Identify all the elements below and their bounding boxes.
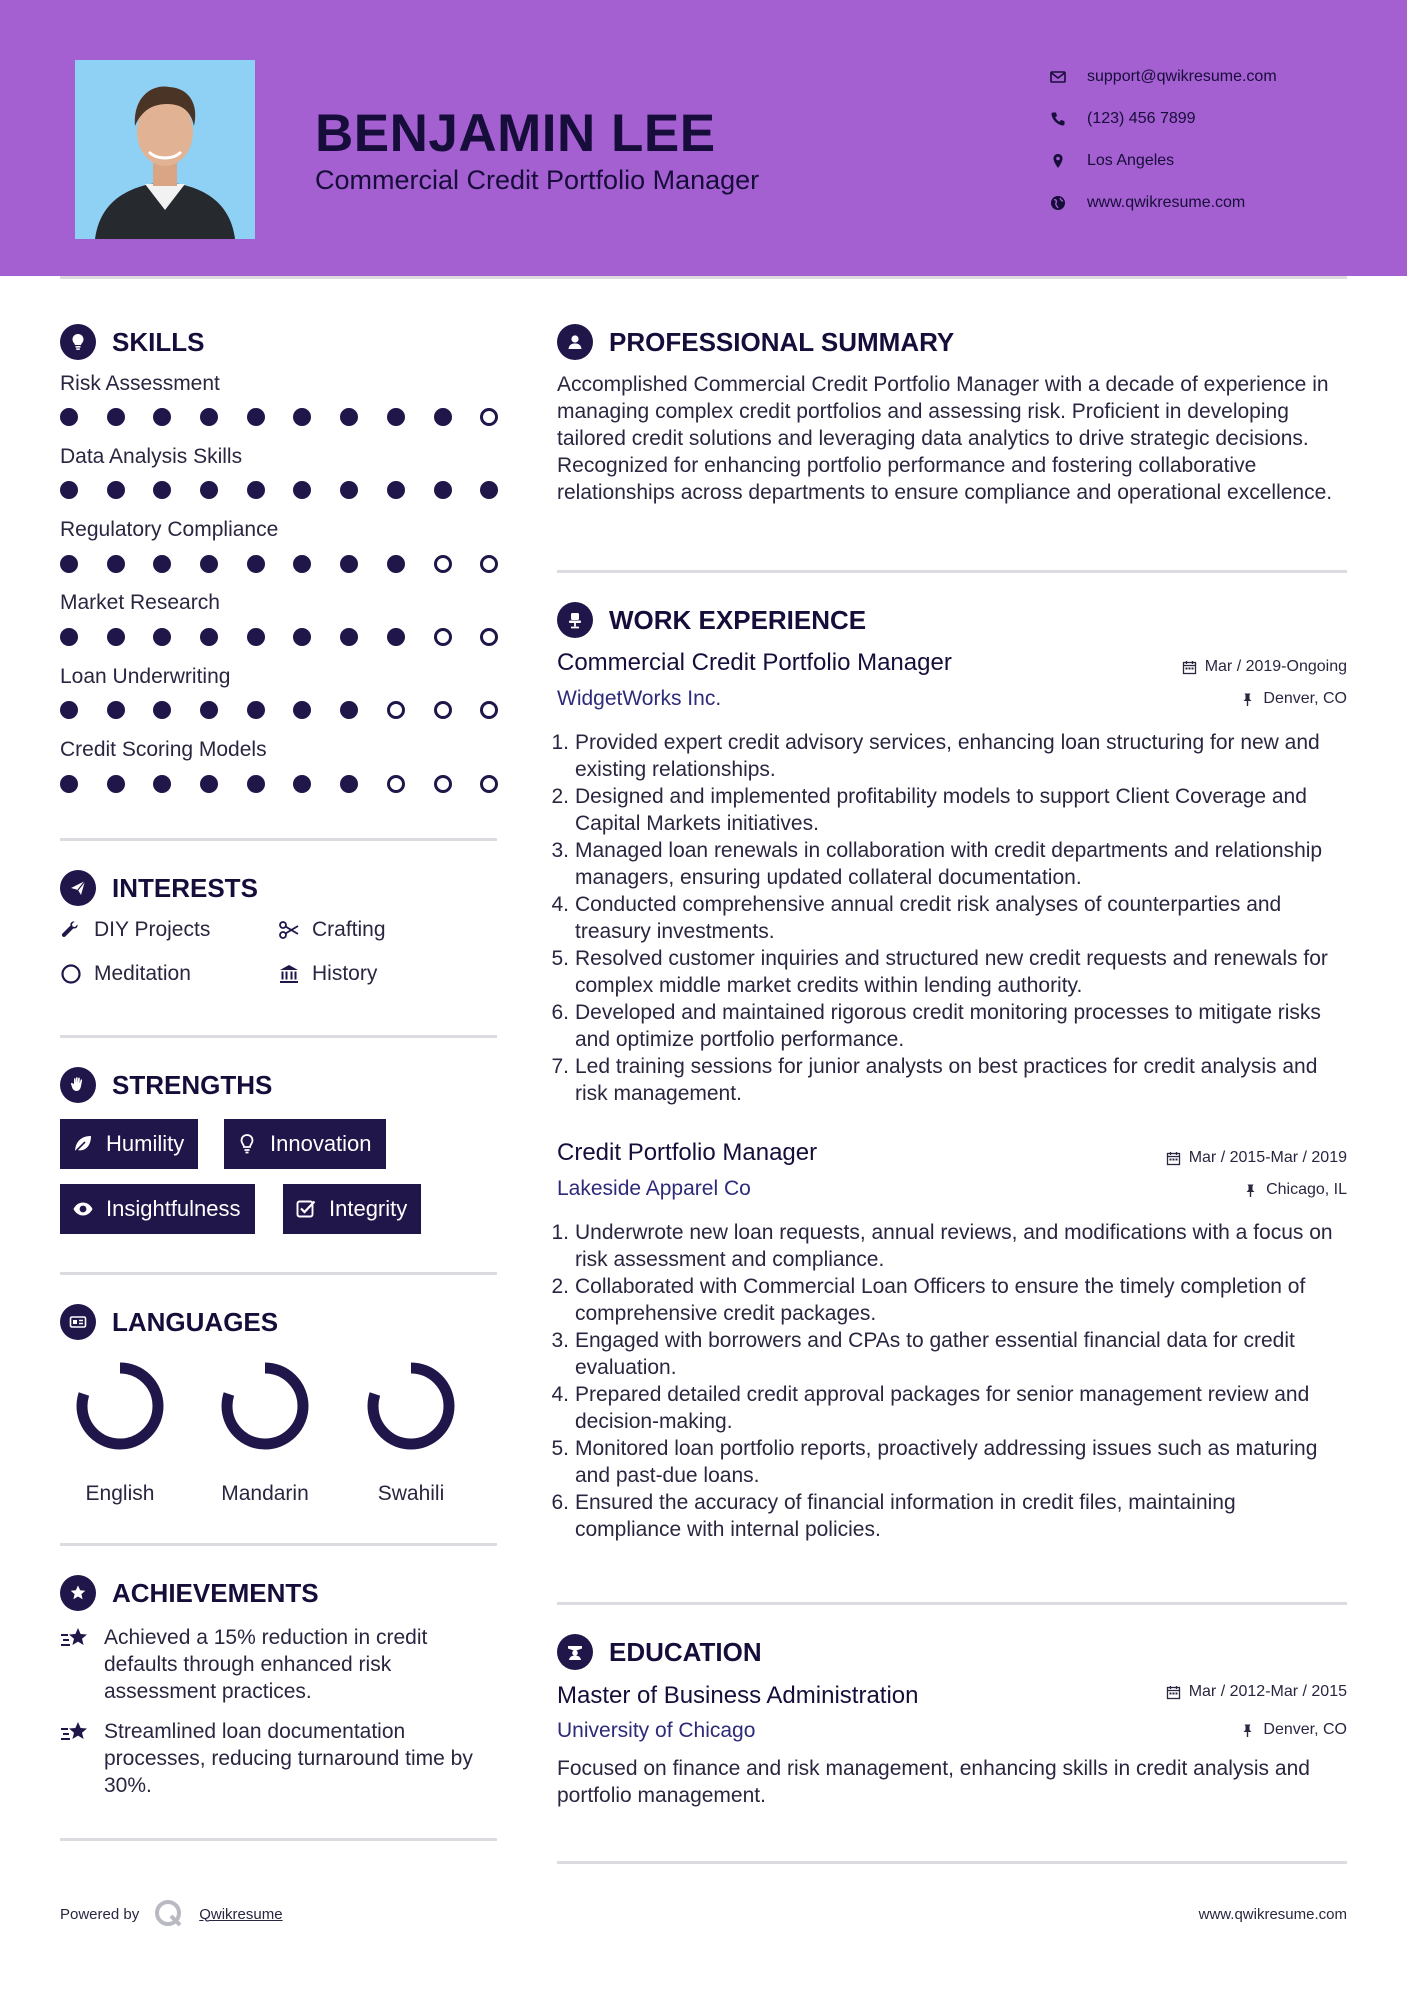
list-item: 6. Developed and maintained rigorous credit monitoring processes to mitigate risks and optimize portfolio performance. bbox=[557, 999, 1347, 1053]
location-pin-icon bbox=[1050, 153, 1087, 169]
list-item: 5. Monitored loan portfolio reports, proactively addressing issues such as maturing and past-due loans. bbox=[557, 1435, 1347, 1489]
skill-name: Credit Scoring Models bbox=[60, 738, 267, 761]
strength-label: Innovation bbox=[270, 1131, 372, 1156]
skill-rating bbox=[60, 701, 527, 719]
candidate-name: BENJAMIN LEE bbox=[315, 104, 716, 163]
education-heading bbox=[557, 1634, 762, 1670]
rating-dot-filled bbox=[293, 555, 311, 573]
rating-dot-filled bbox=[293, 408, 311, 426]
list-item-text: Ensured the accuracy of financial information in credit files, maintaining compliance with internal policies. bbox=[575, 1491, 1236, 1541]
education-dates-text: Mar / 2012-Mar / 2015 bbox=[1188, 1683, 1347, 1700]
skill-rating bbox=[60, 628, 527, 646]
interest-label: Crafting bbox=[312, 918, 386, 941]
language-label: Mandarin bbox=[221, 1482, 309, 1505]
list-item-text: Managed loan renewals in collaboration with credit departments and relationship managers, ensuring updated collateral documentation. bbox=[575, 839, 1323, 889]
strength-label: Insightfulness bbox=[106, 1196, 241, 1221]
strengths-divider bbox=[60, 1272, 497, 1275]
job-location-text: Denver, CO bbox=[1263, 690, 1347, 707]
language-ring-arc bbox=[82, 1368, 158, 1444]
education-location-text: Denver, CO bbox=[1263, 1721, 1347, 1738]
hand-icon bbox=[60, 1067, 96, 1103]
user-icon bbox=[557, 324, 593, 360]
pushpin-icon bbox=[1243, 1183, 1258, 1198]
id-card-icon bbox=[60, 1304, 96, 1340]
header-divider bbox=[60, 276, 1347, 279]
rating-dot-filled bbox=[293, 775, 311, 793]
rating-dot-empty bbox=[480, 775, 498, 793]
languages-title: LANGUAGES bbox=[112, 1306, 279, 1337]
rating-dot-empty bbox=[434, 775, 452, 793]
strength-tag bbox=[283, 1184, 421, 1234]
degree-title: Master of Business Administration bbox=[557, 1682, 919, 1709]
wrench-icon bbox=[60, 919, 82, 941]
job-dates bbox=[1182, 658, 1347, 676]
contact-location bbox=[1050, 140, 1390, 182]
rating-dot-filled bbox=[200, 701, 218, 719]
list-item-text: Developed and maintained rigorous credit monitoring processes to mitigate risks and optimize portfolio performance. bbox=[575, 1001, 1321, 1051]
skill-rating bbox=[60, 775, 527, 793]
rating-dot-filled bbox=[434, 408, 452, 426]
job-dates bbox=[1166, 1149, 1347, 1167]
list-item-text: Prepared detailed credit approval packages for senior management review and decision-making. bbox=[575, 1383, 1310, 1433]
resume-header bbox=[0, 0, 1407, 276]
rating-dot-filled bbox=[434, 481, 452, 499]
circle-icon bbox=[60, 963, 82, 985]
rating-dot-filled bbox=[387, 555, 405, 573]
contact-phone[interactable] bbox=[1050, 98, 1390, 140]
skills-title: SKILLS bbox=[112, 326, 205, 357]
rating-dot-filled bbox=[293, 628, 311, 646]
strengths-heading bbox=[60, 1067, 272, 1103]
calendar-icon bbox=[1166, 1151, 1181, 1166]
achievement-text: Achieved a 15% reduction in credit defaults through enhanced risk assessment practices. bbox=[104, 1626, 428, 1703]
interest-item bbox=[60, 918, 210, 942]
strength-tag bbox=[60, 1184, 255, 1234]
achievements-divider bbox=[60, 1838, 497, 1841]
list-item: 3. Engaged with borrowers and CPAs to gather essential financial data for credit evaluation. bbox=[557, 1327, 1347, 1381]
leaf-icon bbox=[72, 1133, 94, 1155]
rating-dot-empty bbox=[480, 555, 498, 573]
school-name: University of Chicago bbox=[557, 1719, 756, 1742]
checkbox-icon bbox=[295, 1198, 317, 1220]
rating-dot-filled bbox=[387, 481, 405, 499]
rating-dot-filled bbox=[247, 408, 265, 426]
education-location bbox=[1240, 1721, 1347, 1739]
strength-tag bbox=[60, 1119, 198, 1169]
list-item-text: Designed and implemented profitability models to support Client Coverage and Capital Markets initiatives. bbox=[575, 785, 1307, 835]
candidate-role: Commercial Credit Portfolio Manager bbox=[315, 165, 760, 195]
language-ring-arc bbox=[373, 1368, 449, 1444]
language-level-ring bbox=[217, 1358, 313, 1454]
skill-name: Loan Underwriting bbox=[60, 665, 231, 688]
rating-dot-filled bbox=[107, 628, 125, 646]
star-badge-icon bbox=[60, 1575, 96, 1611]
list-item-text: Led training sessions for junior analysts on best practices for credit analysis and risk management. bbox=[575, 1055, 1318, 1105]
rating-dot-filled bbox=[153, 701, 171, 719]
summary-text: Accomplished Commercial Credit Portfolio Manager with a decade of experience in managing complex credit portfolios and assessing risk. Proficient in developing tailored credit solutions and leveraging data analytics to drive strategic decisions. Recognized for enhancing portfolio performance and fostering collaborative relationships across departments to ensure compliance and operational excellence. bbox=[557, 373, 1333, 504]
rating-dot-filled bbox=[200, 408, 218, 426]
experience-title: WORK EXPERIENCE bbox=[609, 604, 867, 635]
rating-dot-filled bbox=[153, 408, 171, 426]
list-item: 7. Led training sessions for junior analysts on best practices for credit analysis and risk management. bbox=[557, 1053, 1347, 1107]
education-title: EDUCATION bbox=[609, 1636, 762, 1667]
summary-divider bbox=[557, 570, 1347, 573]
rating-dot-empty bbox=[434, 701, 452, 719]
qwikresume-link[interactable]: Qwikresume bbox=[199, 1905, 283, 1923]
rating-dot-filled bbox=[200, 481, 218, 499]
interests-heading bbox=[60, 870, 258, 906]
strengths-title: STRENGTHS bbox=[112, 1069, 273, 1100]
company-name: Lakeside Apparel Co bbox=[557, 1177, 751, 1200]
language-ring-arc bbox=[227, 1368, 303, 1444]
rating-dot-filled bbox=[340, 775, 358, 793]
language-level-ring bbox=[363, 1358, 459, 1454]
job-location bbox=[1243, 1181, 1347, 1199]
rating-dot-filled bbox=[387, 628, 405, 646]
rating-dot-filled bbox=[153, 775, 171, 793]
powered-by-text: Powered by bbox=[60, 1905, 140, 1923]
rating-dot-filled bbox=[60, 481, 78, 499]
skill-rating bbox=[60, 555, 527, 573]
list-item: 6. Ensured the accuracy of financial information in credit files, maintaining compliance with internal policies. bbox=[557, 1489, 1347, 1543]
list-item-text: Provided expert credit advisory services, enhancing loan structuring for new and existing relationships. bbox=[575, 731, 1320, 781]
scissors-icon bbox=[278, 919, 300, 941]
qwikresume-logo-icon bbox=[153, 1898, 185, 1930]
graduate-icon bbox=[557, 1634, 593, 1670]
rating-dot-filled bbox=[60, 775, 78, 793]
contact-location-text: Los Angeles bbox=[1087, 152, 1175, 169]
job-responsibilities bbox=[551, 1219, 1347, 1543]
rating-dot-filled bbox=[340, 628, 358, 646]
footer-website-link[interactable]: www.qwikresume.com bbox=[1198, 1906, 1347, 1923]
calendar-icon bbox=[1166, 1685, 1181, 1700]
list-item-text: Collaborated with Commercial Loan Officers to ensure the timely completion of comprehensive credit packages. bbox=[575, 1275, 1306, 1325]
interest-item bbox=[278, 918, 386, 942]
list-item-text: Conducted comprehensive annual credit risk analyses of counterparties and treasury investments. bbox=[575, 893, 1282, 943]
calendar-icon bbox=[1182, 660, 1197, 675]
envelope-icon bbox=[1050, 69, 1087, 85]
list-item-text: Resolved customer inquiries and structured new credit requests and renewals for complex middle market credits within lending authority. bbox=[575, 947, 1328, 997]
contact-phone-text: (123) 456 7899 bbox=[1087, 110, 1196, 127]
lightbulb-icon bbox=[236, 1133, 258, 1155]
contact-email-text: support@qwikresume.com bbox=[1087, 68, 1277, 85]
rating-dot-filled bbox=[60, 555, 78, 573]
languages-heading bbox=[60, 1304, 278, 1340]
lightbulb-icon bbox=[60, 324, 96, 360]
job-location bbox=[1240, 690, 1347, 708]
contact-website[interactable] bbox=[1050, 182, 1390, 224]
interests-title: INTERESTS bbox=[112, 872, 258, 903]
education-text: Focused on finance and risk management, enhancing skills in credit analysis and portfolio management. bbox=[557, 1757, 1310, 1807]
contact-list bbox=[1050, 56, 1390, 224]
rating-dot-filled bbox=[107, 775, 125, 793]
rating-dot-filled bbox=[200, 775, 218, 793]
job-location-text: Chicago, IL bbox=[1266, 1181, 1347, 1198]
list-item: 1. Provided expert credit advisory services, enhancing loan structuring for new and existing relationships. bbox=[557, 729, 1347, 783]
rating-dot-empty bbox=[480, 628, 498, 646]
language-label: English bbox=[85, 1482, 155, 1505]
rating-dot-empty bbox=[387, 701, 405, 719]
phone-icon bbox=[1050, 111, 1087, 127]
skill-name: Risk Assessment bbox=[60, 372, 220, 395]
list-item: 2. Collaborated with Commercial Loan Officers to ensure the timely completion of comprehensive credit packages. bbox=[557, 1273, 1347, 1327]
achievements-heading bbox=[60, 1575, 319, 1611]
rating-dot-filled bbox=[200, 628, 218, 646]
skill-name: Regulatory Compliance bbox=[60, 518, 279, 541]
rating-dot-empty bbox=[434, 628, 452, 646]
rating-dot-filled bbox=[247, 775, 265, 793]
rating-dot-filled bbox=[107, 481, 125, 499]
language-label: Swahili bbox=[377, 1482, 445, 1505]
interest-item bbox=[278, 962, 377, 986]
skill-rating bbox=[60, 481, 527, 499]
rating-dot-filled bbox=[200, 555, 218, 573]
rating-dot-filled bbox=[153, 481, 171, 499]
language-item bbox=[55, 1358, 185, 1506]
company-name: WidgetWorks Inc. bbox=[557, 687, 722, 710]
strength-tag bbox=[224, 1119, 386, 1169]
globe-icon bbox=[1050, 195, 1087, 211]
job-dates-text: Mar / 2015-Mar / 2019 bbox=[1188, 1149, 1347, 1166]
achievement-text: Streamlined loan documentation processes, reducing turnaround time by 30%. bbox=[104, 1720, 473, 1797]
pushpin-icon bbox=[1240, 1723, 1255, 1738]
list-item: 4. Conducted comprehensive annual credit risk analyses of counterparties and treasury investments. bbox=[557, 891, 1347, 945]
rating-dot-filled bbox=[60, 701, 78, 719]
job-title: Commercial Credit Portfolio Manager bbox=[557, 649, 952, 676]
bank-icon bbox=[278, 963, 300, 985]
achievements-title: ACHIEVEMENTS bbox=[112, 1577, 319, 1608]
rating-dot-filled bbox=[293, 701, 311, 719]
list-item: 4. Prepared detailed credit approval packages for senior management review and decision-making. bbox=[557, 1381, 1347, 1435]
interest-label: History bbox=[312, 962, 378, 985]
skills-heading bbox=[60, 324, 204, 360]
paper-plane-icon bbox=[60, 870, 96, 906]
education-divider bbox=[557, 1861, 1347, 1864]
rating-dot-empty bbox=[434, 555, 452, 573]
language-item bbox=[200, 1358, 330, 1506]
interest-item bbox=[60, 962, 191, 986]
office-chair-icon bbox=[557, 602, 593, 638]
person-silhouette-icon bbox=[75, 60, 255, 239]
list-item-text: Underwrote new loan requests, annual reviews, and modifications with a focus on risk assessment and compliance. bbox=[575, 1221, 1333, 1271]
eye-icon bbox=[72, 1198, 94, 1220]
experience-divider bbox=[557, 1602, 1347, 1605]
job-title: Credit Portfolio Manager bbox=[557, 1139, 818, 1166]
skill-name: Data Analysis Skills bbox=[60, 445, 243, 468]
language-item bbox=[346, 1358, 476, 1506]
rating-dot-empty bbox=[387, 775, 405, 793]
achievement-item bbox=[60, 1718, 500, 1799]
achievement-item bbox=[60, 1624, 500, 1705]
rating-dot-filled bbox=[340, 555, 358, 573]
rating-dot-empty bbox=[480, 408, 498, 426]
pushpin-icon bbox=[1240, 692, 1255, 707]
languages-divider bbox=[60, 1543, 497, 1546]
footer-powered-by bbox=[60, 1898, 283, 1930]
summary-title: PROFESSIONAL SUMMARY bbox=[609, 326, 955, 357]
skill-rating bbox=[60, 408, 527, 426]
list-item-text: Monitored loan portfolio reports, proactively addressing issues such as maturing and past-due loans. bbox=[575, 1437, 1318, 1487]
rating-dot-filled bbox=[107, 408, 125, 426]
rating-dot-filled bbox=[60, 628, 78, 646]
shooting-star-icon bbox=[60, 1720, 90, 1746]
rating-dot-filled bbox=[480, 481, 498, 499]
interests-divider bbox=[60, 1035, 497, 1038]
list-item: 1. Underwrote new loan requests, annual reviews, and modifications with a focus on risk assessment and compliance. bbox=[557, 1219, 1347, 1273]
list-item: 5. Resolved customer inquiries and structured new credit requests and renewals for complex middle market credits within lending authority. bbox=[557, 945, 1347, 999]
job-dates-text: Mar / 2019-Ongoing bbox=[1204, 658, 1347, 675]
list-item: 3. Managed loan renewals in collaboration with credit departments and relationship managers, ensuring updated collateral documentation. bbox=[557, 837, 1347, 891]
rating-dot-filled bbox=[387, 408, 405, 426]
rating-dot-empty bbox=[480, 701, 498, 719]
experience-heading bbox=[557, 602, 866, 638]
rating-dot-filled bbox=[247, 701, 265, 719]
skill-name: Market Research bbox=[60, 591, 220, 614]
list-item-text: Engaged with borrowers and CPAs to gather essential financial data for credit evaluation. bbox=[575, 1329, 1295, 1379]
contact-email[interactable] bbox=[1050, 56, 1390, 98]
rating-dot-filled bbox=[293, 481, 311, 499]
list-item: 2. Designed and implemented profitability models to support Client Coverage and Capital Markets initiatives. bbox=[557, 783, 1347, 837]
rating-dot-filled bbox=[107, 701, 125, 719]
rating-dot-filled bbox=[247, 555, 265, 573]
interest-label: DIY Projects bbox=[94, 918, 211, 941]
rating-dot-filled bbox=[107, 555, 125, 573]
profile-photo bbox=[75, 60, 255, 239]
rating-dot-filled bbox=[340, 701, 358, 719]
rating-dot-filled bbox=[247, 628, 265, 646]
rating-dot-filled bbox=[340, 481, 358, 499]
rating-dot-filled bbox=[60, 408, 78, 426]
summary-heading bbox=[557, 324, 954, 360]
education-dates bbox=[1166, 1683, 1347, 1701]
job-responsibilities bbox=[551, 729, 1347, 1107]
rating-dot-filled bbox=[153, 555, 171, 573]
strength-label: Integrity bbox=[329, 1196, 408, 1221]
rating-dot-filled bbox=[247, 481, 265, 499]
interest-label: Meditation bbox=[94, 962, 191, 985]
contact-website-text: www.qwikresume.com bbox=[1087, 194, 1246, 211]
rating-dot-filled bbox=[340, 408, 358, 426]
skills-divider bbox=[60, 838, 497, 841]
rating-dot-filled bbox=[153, 628, 171, 646]
language-level-ring bbox=[72, 1358, 168, 1454]
shooting-star-icon bbox=[60, 1626, 90, 1652]
strength-label: Humility bbox=[106, 1131, 185, 1156]
